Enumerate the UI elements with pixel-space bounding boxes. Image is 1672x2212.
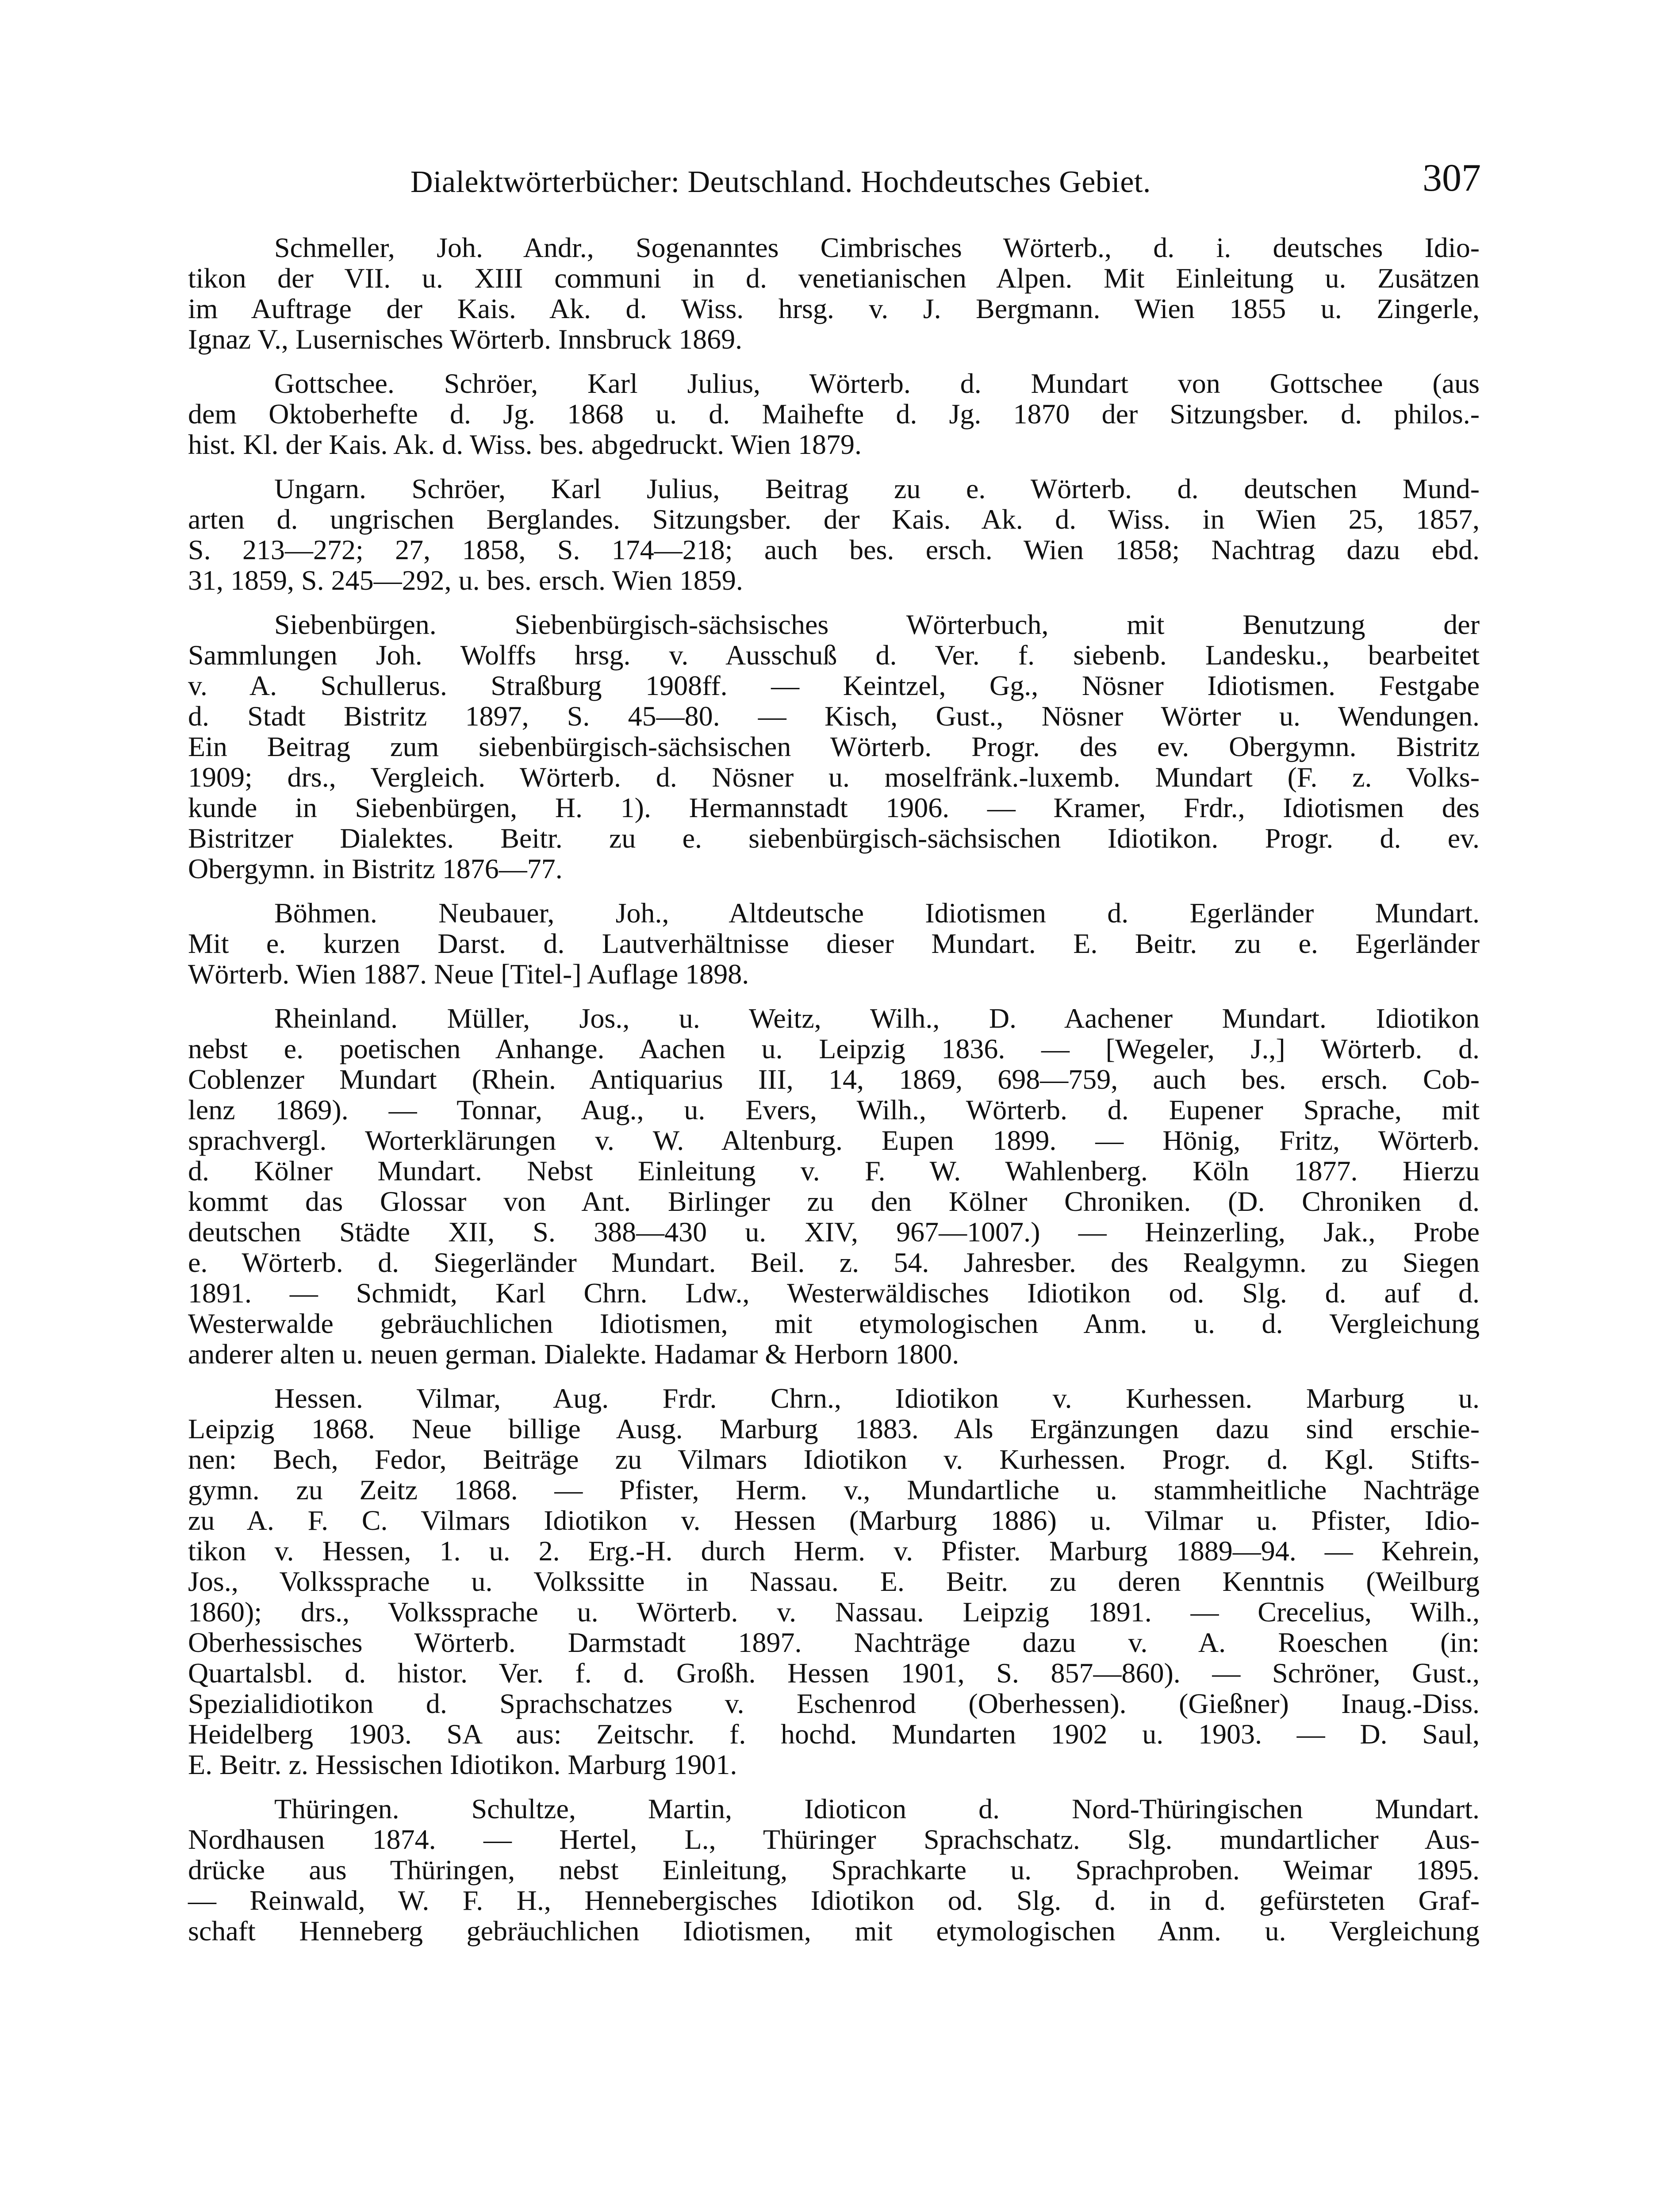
text-line: 31, 1859, S. 245—292, u. bes. ersch. Wien 1859. — [188, 565, 743, 596]
text-line: E. Beitr. z. Hessischen Idiotikon. Marburg 1901. — [188, 1749, 737, 1780]
text-line: Ungarn. Schröer, Karl Julius, Beitrag zu e. Wörterb. d. deutschen Mund- — [274, 473, 1480, 504]
text-line: 1891. — Schmidt, Karl Chrn. Ldw., Westerwäldisches Idiotikon od. Slg. d. auf d. — [188, 1277, 1480, 1309]
bibliography-entry — [188, 232, 1480, 354]
text-line: lenz 1869). — Tonnar, Aug., u. Evers, Wilh., Wörterb. d. Eupener Sprache, mit — [188, 1094, 1480, 1125]
text-line: kommt das Glossar von Ant. Birlinger zu den Kölner Chroniken. (D. Chroniken d. — [188, 1186, 1480, 1217]
bibliography-entry — [188, 1793, 1480, 1946]
text-line: nen: Bech, Fedor, Beiträge zu Vilmars Idiotikon v. Kurhessen. Progr. d. Kgl. Stifts- — [188, 1444, 1480, 1475]
text-line: S. 213—272; 27, 1858, S. 174—218; auch bes. ersch. Wien 1858; Nachtrag dazu ebd. — [188, 534, 1480, 565]
text-line: tikon der VII. u. XIII communi in d. venetianischen Alpen. Mit Einleitung u. Zusätzen — [188, 262, 1480, 294]
bibliography-entry — [188, 368, 1480, 460]
text-line: v. A. Schullerus. Straßburg 1908ff. — Keintzel, Gg., Nösner Idiotismen. Festgabe — [188, 670, 1480, 701]
text-line: Ein Beitrag zum siebenbürgisch-sächsischen Wörterb. Progr. des ev. Obergymn. Bistritz — [188, 731, 1480, 762]
text-line: d. Kölner Mundart. Nebst Einleitung v. F. W. Wahlenberg. Köln 1877. Hierzu — [188, 1155, 1480, 1187]
text-line: zu A. F. C. Vilmars Idiotikon v. Hessen (Marburg 1886) u. Vilmar u. Pfister, Idio- — [188, 1505, 1480, 1536]
text-line: d. Stadt Bistritz 1897, S. 45—80. — Kisch, Gust., Nösner Wörter u. Wendungen. — [188, 700, 1480, 732]
bibliography-entry — [188, 473, 1480, 595]
text-line: arten d. ungrischen Berglandes. Sitzungsber. der Kais. Ak. d. Wiss. in Wien 25, 1857, — [188, 503, 1480, 535]
text-line: Westerwalde gebräuchlichen Idiotismen, mit etymologischen Anm. u. d. Vergleichung — [188, 1308, 1480, 1339]
text-line: e. Wörterb. d. Siegerländer Mundart. Beil. z. 54. Jahresber. des Realgymn. zu Siegen — [188, 1247, 1480, 1278]
text-line: Jos., Volkssprache u. Volkssitte in Nassau. E. Beitr. zu deren Kenntnis (Weilburg — [188, 1566, 1480, 1597]
text-line: Schmeller, Joh. Andr., Sogenanntes Cimbrisches Wörterb., d. i. deutsches Idio- — [274, 232, 1480, 263]
text-line: drücke aus Thüringen, nebst Einleitung, Sprachkarte u. Sprachproben. Weimar 1895. — [188, 1854, 1480, 1886]
text-line: Wörterb. Wien 1887. Neue [Titel-] Auflage 1898. — [188, 958, 749, 990]
bibliography-entry — [188, 1003, 1480, 1369]
text-line: anderer alten u. neuen german. Dialekte. Hadamar & Herborn 1800. — [188, 1338, 959, 1370]
text-line: Sammlungen Joh. Wolffs hrsg. v. Ausschuß d. Ver. f. siebenb. Landesku., bearbeitet — [188, 639, 1480, 671]
text-line: Obergymn. in Bistritz 1876—77. — [188, 853, 563, 884]
text-line: Mit e. kurzen Darst. d. Lautverhältnisse dieser Mundart. E. Beitr. zu e. Egerländer — [188, 928, 1480, 959]
text-line: Nordhausen 1874. — Hertel, L., Thüringer Sprachschatz. Slg. mundartlicher Aus- — [188, 1824, 1480, 1855]
text-line: 1860); drs., Volkssprache u. Wörterb. v. Nassau. Leipzig 1891. — Crecelius, Wilh., — [188, 1596, 1480, 1628]
text-line: 1909; drs., Vergleich. Wörterb. d. Nösner u. moselfränk.-luxemb. Mundart (F. z. Volks- — [188, 761, 1480, 793]
text-line: Bistritzer Dialektes. Beitr. zu e. siebenbürgisch-sächsischen Idiotikon. Progr. d. ev. — [188, 822, 1480, 854]
text-line: Heidelberg 1903. SA aus: Zeitschr. f. hochd. Mundarten 1902 u. 1903. — D. Saul, — [188, 1718, 1480, 1750]
text-line: schaft Henneberg gebräuchlichen Idiotismen, mit etymologischen Anm. u. Vergleichung — [188, 1915, 1480, 1947]
page-number: 307 — [1423, 157, 1481, 200]
text-line: — Reinwald, W. F. H., Hennebergisches Idiotikon od. Slg. d. in d. gefürsteten Graf- — [188, 1885, 1480, 1916]
text-line: Rheinland. Müller, Jos., u. Weitz, Wilh., D. Aachener Mundart. Idiotikon — [274, 1002, 1480, 1034]
text-line: deutschen Städte XII, S. 388—430 u. XIV, 967—1007.) — Heinzerling, Jak., Probe — [188, 1216, 1480, 1248]
text-line: Ignaz V., Lusernisches Wörterb. Innsbruck 1869. — [188, 323, 743, 355]
running-head — [410, 156, 1481, 209]
text-line: Thüringen. Schultze, Martin, Idioticon d. Nord-Thüringischen Mundart. — [274, 1793, 1480, 1824]
text-line: dem Oktoberhefte d. Jg. 1868 u. d. Maihefte d. Jg. 1870 der Sitzungsber. d. philos.- — [188, 398, 1480, 430]
bibliography-entry — [188, 898, 1480, 989]
text-line: gymn. zu Zeitz 1868. — Pfister, Herm. v., Mundartliche u. stammheitliche Nachträge — [188, 1474, 1480, 1505]
bibliography-entry — [188, 1383, 1480, 1780]
running-head-title: Dialektwörterbücher: Deutschland. Hochdeutsches Gebiet. — [410, 165, 1151, 199]
text-line: Böhmen. Neubauer, Joh., Altdeutsche Idiotismen d. Egerländer Mundart. — [274, 897, 1480, 929]
text-line: Quartalsbl. d. histor. Ver. f. d. Großh. Hessen 1901, S. 857—860). — Schröner, Gust., — [188, 1657, 1480, 1689]
text-line: Oberhessisches Wörterb. Darmstadt 1897. Nachträge dazu v. A. Roeschen (in: — [188, 1627, 1480, 1658]
text-line: kunde in Siebenbürgen, H. 1). Hermannstadt 1906. — Kramer, Frdr., Idiotismen des — [188, 792, 1480, 823]
text-line: Hessen. Vilmar, Aug. Frdr. Chrn., Idiotikon v. Kurhessen. Marburg u. — [274, 1382, 1480, 1414]
text-line: Spezialidiotikon d. Sprachschatzes v. Eschenrod (Oberhessen). (Gießner) Inaug.-Diss. — [188, 1688, 1480, 1719]
text-line: hist. Kl. der Kais. Ak. d. Wiss. bes. abgedruckt. Wien 1879. — [188, 429, 862, 460]
text-line: tikon v. Hessen, 1. u. 2. Erg.-H. durch Herm. v. Pfister. Marburg 1889—94. — Kehrein, — [188, 1535, 1480, 1567]
bibliography-entry — [188, 609, 1480, 884]
text-line: Coblenzer Mundart (Rhein. Antiquarius III, 14, 1869, 698—759, auch bes. ersch. Cob- — [188, 1064, 1480, 1095]
bibliography-body — [188, 232, 1480, 1946]
text-line: Gottschee. Schröer, Karl Julius, Wörterb. d. Mundart von Gottschee (aus — [274, 368, 1480, 399]
text-line: Leipzig 1868. Neue billige Ausg. Marburg 1883. Als Ergänzungen dazu sind erschie- — [188, 1413, 1480, 1444]
text-line: nebst e. poetischen Anhange. Aachen u. Leipzig 1836. — [Wegeler, J.,] Wörterb. d. — [188, 1033, 1480, 1064]
text-line: sprachvergl. Worterklärungen v. W. Altenburg. Eupen 1899. — Hönig, Fritz, Wörterb. — [188, 1125, 1480, 1156]
text-line: im Auftrage der Kais. Ak. d. Wiss. hrsg. v. J. Bergmann. Wien 1855 u. Zingerle, — [188, 293, 1480, 324]
text-line: Siebenbürgen. Siebenbürgisch-sächsisches Wörterbuch, mit Benutzung der — [274, 609, 1480, 640]
